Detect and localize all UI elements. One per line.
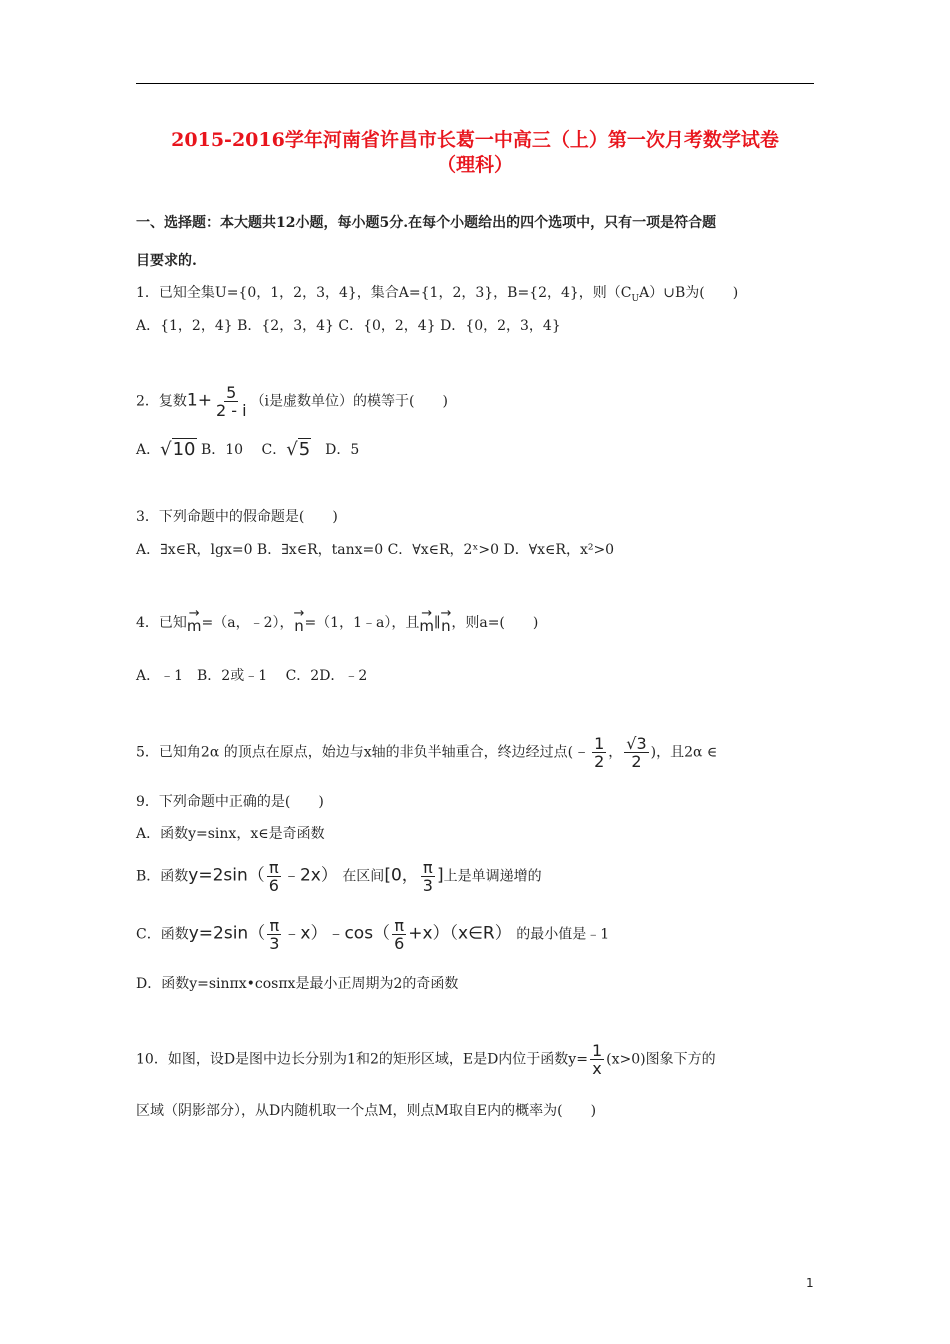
sqrt-symbol: √10 <box>160 439 196 460</box>
question-9-option-a: A．函数y=sinx，x∈是奇函数 <box>136 826 325 842</box>
vector-m: → m <box>186 606 202 635</box>
vector-n: → n <box>293 606 305 635</box>
fraction: $\frac{√3}{2}$ <box>626 734 647 771</box>
fraction: $\frac{\pi}{3}$ <box>422 858 433 895</box>
question-1-stem: 1．已知全集U={0，1，2，3，4}，集合A={1，2，3}，B={2，4}，则$(C_UA)\cup B$为( ) <box>136 285 739 304</box>
question-9-option-b: B．函数y=2sin（ $\frac{\pi}{6}$ ﹣2x） 在区间[0， $\frac{\pi}{3}$ ]上是单调递增的 <box>136 858 542 895</box>
question-2-stem: 2．复数1+ $\frac{5}{2 - i}$ （i是虚数单位）的模等于( ) <box>136 383 448 420</box>
header-rule <box>136 83 814 84</box>
vector-m: → m <box>419 606 434 635</box>
question-2-options: A．√10 B．10 C．√5 D．5 <box>136 439 360 460</box>
sqrt-symbol: √5 <box>286 439 311 460</box>
fraction: $\frac{5}{2 - i}$ <box>215 383 247 420</box>
question-3-stem: 3．下列命题中的假命题是( ) <box>136 509 338 525</box>
question-9-option-c: C．函数y=2sin（ $\frac{\pi}{3}$ ﹣x）﹣cos（ $\frac{\pi}{6}$ +x）（x∈R） 的最小值是﹣1 <box>136 916 610 953</box>
question-10-stem: 10．如图，设D是图中边长分别为1和2的矩形区域，E是D内位于函数y= $\frac{1}{x}$ (x>0)图象下方的 <box>136 1041 716 1078</box>
fraction: $\frac{1}{2}$ <box>594 734 605 771</box>
question-4-options: A．﹣1 B．2或﹣1 C．2D．﹣2 <box>136 668 368 684</box>
question-1-options: A．{1，2，4} B．{2，3，4} C．{0，2，4} D．{0，2，3，4} <box>136 318 561 334</box>
question-9-stem: 9．下列命题中正确的是( ) <box>136 794 324 810</box>
section-heading-line2: 目要求的. <box>136 253 197 269</box>
question-4-stem: 4．已知 → m =（a，﹣2）， → n =（1，1﹣a），且 → m ∥ → n ，则a=( ) <box>136 606 539 635</box>
fraction: $\frac{1}{x}$ <box>591 1041 603 1078</box>
exam-subtitle: （理科） <box>436 154 513 176</box>
question-9-option-d: D．函数y=sinπx•cosπx是最小正周期为2的奇函数 <box>136 976 459 992</box>
vector-n: → n <box>440 606 452 635</box>
fraction: $\frac{\pi}{6}$ <box>268 858 279 895</box>
fraction: $\frac{\pi}{3}$ <box>269 916 280 953</box>
section-heading-line1: 一、选择题：本大题共12小题，每小题5分.在每个小题给出的四个选项中，只有一项是符合题 <box>136 215 717 231</box>
question-10-line2: 区域（阴影部分），从D内随机取一个点M，则点M取自E内的概率为( ) <box>136 1103 597 1119</box>
question-5-stem: 5．已知角2α 的顶点在原点，始边与x轴的非负半轴重合，终边经过点(﹣ $\frac{1}{2}$ ， $\frac{√3}{2}$ )，且2α ∈ <box>136 734 718 771</box>
page-number: 1 <box>806 1276 814 1290</box>
question-3-options: A．∃x∈R，lgx=0 B．∃x∈R，tanx=0 C．∀x∈R，2ˣ>0 D．∀x∈R，x²>0 <box>136 542 615 558</box>
fraction: $\frac{\pi}{6}$ <box>394 916 405 953</box>
exam-title: 2015-2016学年河南省许昌市长葛一中高三（上）第一次月考数学试卷 <box>171 129 779 151</box>
